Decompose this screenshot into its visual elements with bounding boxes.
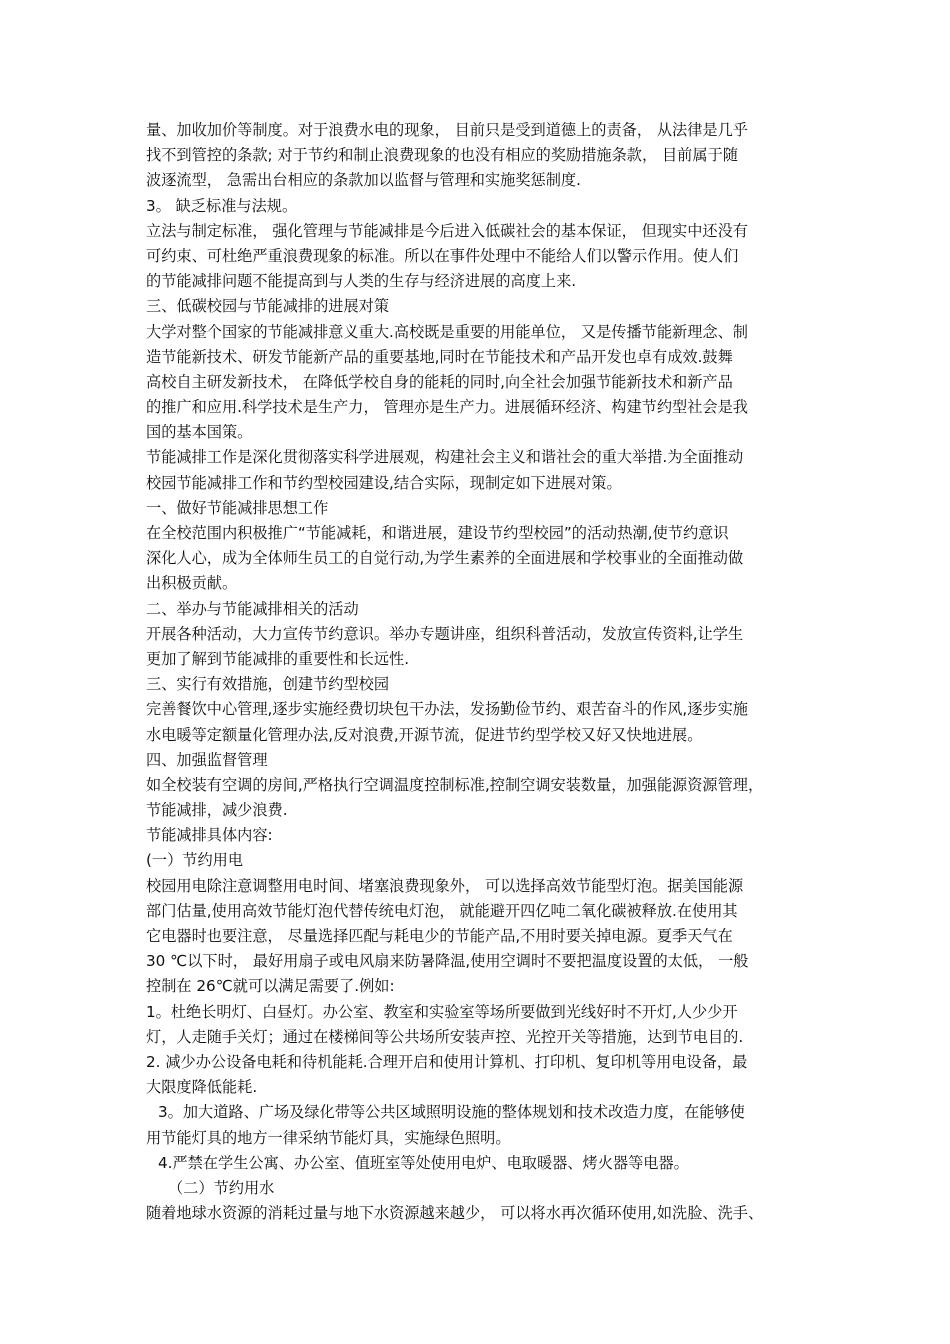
text-line: (一）节约用电 [146, 851, 244, 870]
text-line: 校园用电除注意调整用电时间、堵塞浪费现象外， 可以选择高效节能型灯泡。据美国能源 [146, 876, 744, 895]
text-line: 大限度降低能耗. [146, 1078, 258, 1097]
text-line: 3。 缺乏标准与法规。 [146, 196, 298, 215]
text-line: 水电暖等定额量化管理办法,反对浪费,开源节流，促进节约型学校又好又快地进展。 [146, 725, 703, 744]
text-line: 的节能减排问题不能提高到与人类的生存与经济进展的高度上来. [146, 272, 577, 291]
text-line: 2. 减少办公设备电耗和待机能耗.合理开启和使用计算机、打印机、复印机等用电设备，最 [146, 1052, 748, 1071]
text-line: 灯，人走随手关灯；通过在楼梯间等公共场所安装声控、光控开关等措施，达到节电目的. [146, 1027, 744, 1046]
text-line: 在全校范围内积极推广“节能减耗，和谐进展，建设节约型校园”的活动热潮,使节约意识 [146, 524, 729, 542]
text-line: 一、做好节能减排思想工作 [146, 498, 329, 517]
text-line: 波逐流型， 急需出台相应的条款加以监督与管理和实施奖惩制度. [146, 171, 581, 190]
text-line: 控制在 26℃就可以满足需要了.例如: [146, 977, 395, 996]
text-line: 更加了解到节能减排的重要性和长远性. [146, 649, 410, 668]
text-line: 30 ℃以下时， 最好用扇子或电风扇来防暑降温,使用空调时不要把温度设置的太低， 一般 [146, 952, 749, 971]
text-line: 三、低碳校园与节能减排的进展对策 [146, 297, 389, 316]
text-line: 用节能灯具的地方一律采纳节能灯具，实施绿色照明。 [146, 1128, 511, 1147]
text-line: 量、加收加价等制度。对于浪费水电的现象， 目前只是受到道德上的责备， 从法律是几乎 [146, 121, 748, 139]
text-line: 深化人心，成为全体师生员工的自觉行动,为学生素养的全面进展和学校事业的全面推动做 [146, 549, 744, 568]
text-line: 高校自主研发新技术， 在降低学校自身的能耗的同时,向全社会加强节能新技术和新产品 [146, 372, 733, 391]
text-line: 3。加大道路、广场及绿化带等公共区域照明设施的整体规划和技术改造力度，在能够使 [158, 1103, 745, 1122]
text-line: 四、加强监督管理 [146, 750, 268, 769]
text-line: 部门估量,使用高效节能灯泡代替传统电灯泡， 就能避开四亿吨二氧化碳被释放.在使用其 [146, 901, 738, 920]
text-line: （二）节约用水 [168, 1178, 275, 1197]
text-line: 开展各种活动，大力宣传节约意识。举办专题讲座，组织科普活动，发放宣传资料,让学生 [146, 624, 744, 643]
text-line: 的推广和应用.科学技术是生产力， 管理亦是生产力。进展循环经济、构建节约型社会是我 [146, 398, 748, 417]
text-line: 立法与制定标准， 强化管理与节能减排是今后进入低碳社会的基本保证， 但现实中还没有 [146, 221, 748, 240]
text-line: 节能减排，减少浪费. [146, 801, 288, 820]
text-line: 完善餐饮中心管理,逐步实施经费切块包干办法，发扬勤俭节约、艰苦奋斗的作风,逐步实施 [146, 700, 748, 719]
text-line: 节能减排具体内容: [146, 826, 273, 845]
text-line: 国的基本国策。 [146, 423, 253, 442]
text-line: 校园节能减排工作和节约型校园建设,结合实际，现制定如下进展对策。 [146, 473, 622, 492]
text-line: 可约束、可杜绝严重浪费现象的标准。所以在事件处理中不能给人们以警示作用。使人们 [146, 246, 739, 265]
document-page [146, 118, 826, 1226]
text-line: 随着地球水资源的消耗过量与地下水资源越来越少， 可以将水再次循环使用,如洗脸、洗手、 [146, 1204, 764, 1223]
text-line: 二、举办与节能减排相关的活动 [146, 599, 359, 618]
text-line: 1。杜绝长明灯、白昼灯。办公室、教室和实验室等场所要做到光线好时不开灯,人少少开 [146, 1002, 738, 1021]
text-line: 它电器时也要注意， 尽量选择匹配与耗电少的节能产品,不用时要关掉电源。夏季天气在 [146, 927, 733, 945]
text-line: 三、实行有效措施，创建节约型校园 [146, 675, 389, 694]
text-line: 大学对整个国家的节能减排意义重大.高校既是重要的用能单位， 又是传播节能新理念、制 [146, 322, 748, 341]
text-line: 造节能新技术、研发节能新产品的重要基地,同时在节能技术和产品开发也卓有成效.鼓舞 [146, 347, 733, 366]
text-line: 出积极贡献。 [146, 574, 238, 593]
text-line: 节能减排工作是深化贯彻落实科学进展观，构建社会主义和谐社会的重大举措.为全面推动 [146, 448, 744, 467]
text-line: 找不到管控的条款; 对于节约和制止浪费现象的也没有相应的奖励措施条款， 目前属于随 [146, 146, 738, 165]
text-line: 4.严禁在学生公寓、办公室、值班室等处使用电炉、电取暖器、烤火器等电器。 [158, 1153, 689, 1172]
text-line: 如全校装有空调的房间,严格执行空调温度控制标准,控制空调安装数量，加强能源资源管理， [146, 775, 764, 794]
